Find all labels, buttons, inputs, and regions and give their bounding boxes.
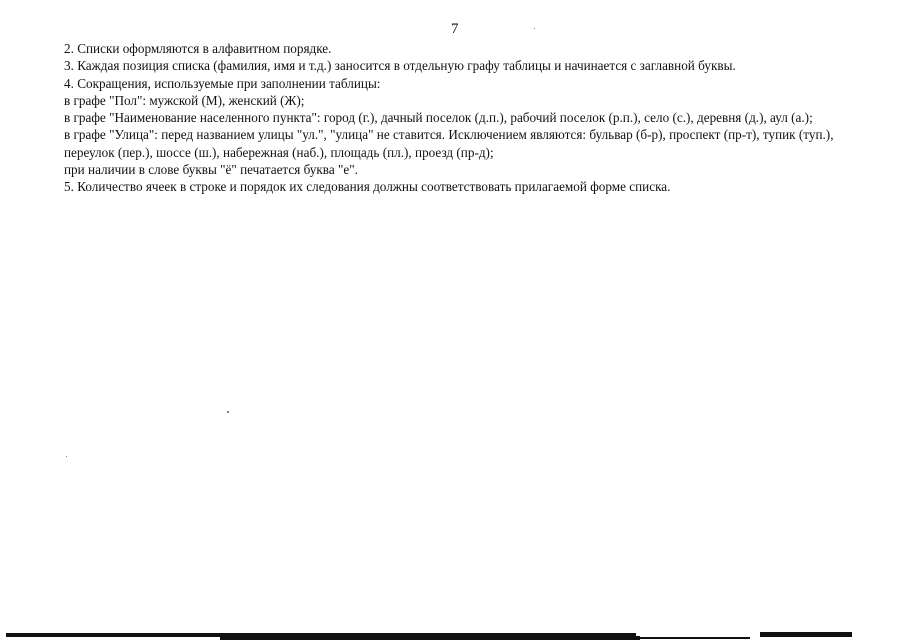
scan-speck [66,456,67,457]
scan-edge-bar [760,632,852,637]
page-number: 7 [451,21,459,37]
letter-yo-rule: при наличии в слове буквы "ё" печатается буква "е". [64,162,358,178]
paragraph-2-alphabetical-order: 2. Списки оформляются в алфавитном порядке. [64,41,332,56]
scan-speck [227,411,229,413]
abbreviation-settlement: в графе "Наименование населенного пункта": город (г.), дачный поселок (д.п.), рабочий поселок (р.п.), село (с.), деревня (д.), аул (а.); [64,110,813,126]
scan-bottom-edge [0,628,905,640]
document-body [64,40,844,196]
scan-edge-bar [640,637,750,639]
scan-speck [534,28,535,29]
abbreviation-gender: в графе "Пол": мужской (М), женский (Ж); [64,92,305,108]
abbreviation-street: в графе "Улица": перед названием улицы "ул.", "улица" не ставится. Исключением являются: бульвар (б-р), проспект (пр-т), тупик (туп.), переулок (пер.), шоссе (ш.), набережная (наб.), площадь (пл.), проезд (пр-д); [64,127,834,160]
paragraph-4-abbreviations-heading: 4. Сокращения, используемые при заполнении таблицы: [64,75,381,91]
scan-edge-bar [220,636,640,640]
paragraph-5-cell-order: 5. Количество ячеек в строке и порядок их следования должны соответствовать прилагаемой форме списка. [64,179,671,195]
paragraph-3-separate-column: 3. Каждая позиция списка (фамилия, имя и т.д.) заносится в отдельную графу таблицы и начинается с заглавной буквы. [64,58,736,74]
